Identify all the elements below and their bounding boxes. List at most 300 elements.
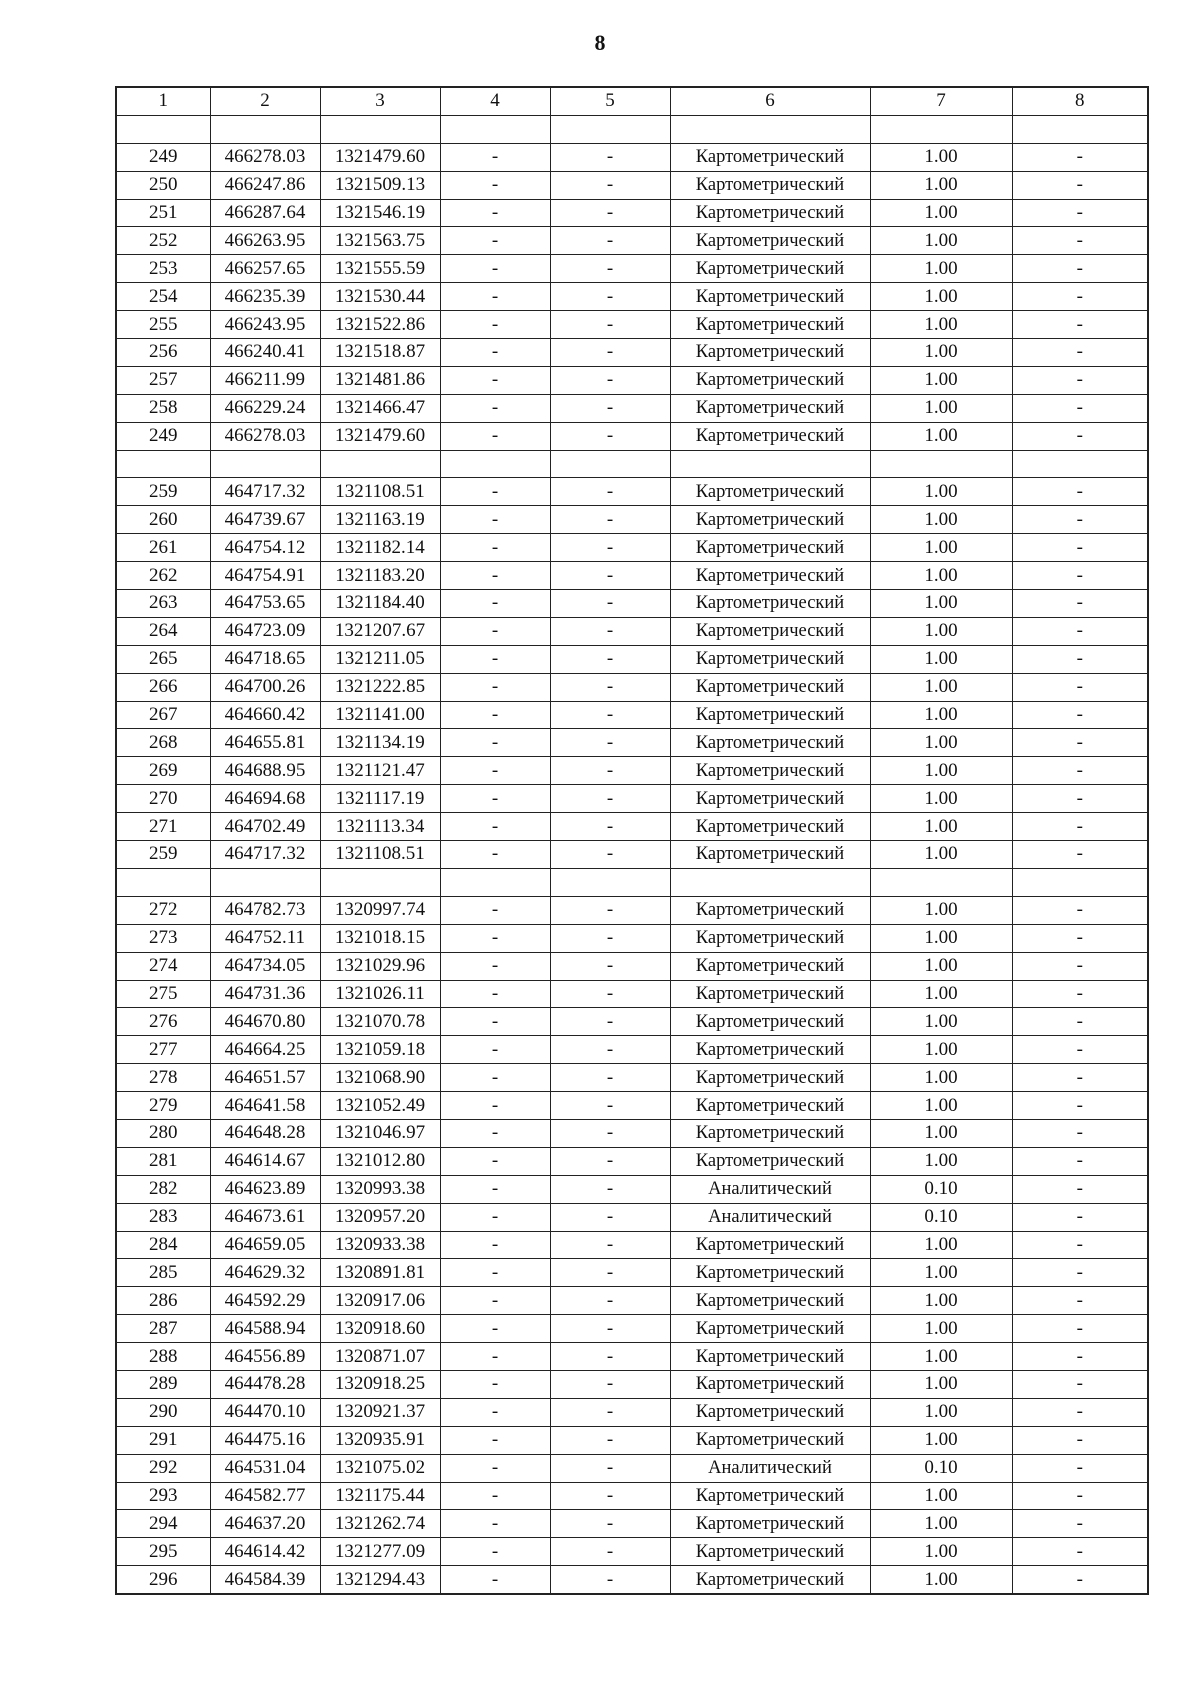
col4-cell: - bbox=[440, 1231, 550, 1259]
col4-cell: - bbox=[440, 1370, 550, 1398]
x-coordinate-cell: 466211.99 bbox=[210, 366, 320, 394]
col4-cell: - bbox=[440, 1092, 550, 1120]
table-row bbox=[116, 1287, 1148, 1315]
accuracy-cell: 1.00 bbox=[870, 1343, 1012, 1371]
col8-cell: - bbox=[1012, 1510, 1148, 1538]
col5-cell: - bbox=[550, 1454, 670, 1482]
y-coordinate-cell: 1321518.87 bbox=[320, 339, 440, 367]
y-coordinate-cell: 1321012.80 bbox=[320, 1147, 440, 1175]
point-number-cell: 287 bbox=[116, 1315, 210, 1343]
point-number-cell bbox=[116, 868, 210, 896]
accuracy-cell: 1.00 bbox=[870, 255, 1012, 283]
col5-cell: - bbox=[550, 1147, 670, 1175]
method-cell: Картометрический bbox=[670, 1538, 870, 1566]
y-coordinate-cell: 1321479.60 bbox=[320, 422, 440, 450]
accuracy-cell: 1.00 bbox=[870, 896, 1012, 924]
col4-cell: - bbox=[440, 645, 550, 673]
col8-cell: - bbox=[1012, 143, 1148, 171]
method-cell: Картометрический bbox=[670, 757, 870, 785]
accuracy-cell: 1.00 bbox=[870, 143, 1012, 171]
method-cell: Картометрический bbox=[670, 896, 870, 924]
col8-cell: - bbox=[1012, 1370, 1148, 1398]
y-coordinate-cell: 1321546.19 bbox=[320, 199, 440, 227]
point-number-cell: 289 bbox=[116, 1370, 210, 1398]
col5-cell: - bbox=[550, 617, 670, 645]
x-coordinate-cell: 464717.32 bbox=[210, 478, 320, 506]
col5-cell: - bbox=[550, 506, 670, 534]
col5-cell: - bbox=[550, 1398, 670, 1426]
accuracy-cell: 1.00 bbox=[870, 1036, 1012, 1064]
col4-cell: - bbox=[440, 1566, 550, 1594]
y-coordinate-cell: 1321026.11 bbox=[320, 980, 440, 1008]
y-coordinate-cell: 1321479.60 bbox=[320, 143, 440, 171]
table-row bbox=[116, 1119, 1148, 1147]
method-cell: Картометрический bbox=[670, 143, 870, 171]
method-cell: Картометрический bbox=[670, 394, 870, 422]
table-row bbox=[116, 199, 1148, 227]
point-number-cell: 272 bbox=[116, 896, 210, 924]
col8-cell bbox=[1012, 115, 1148, 143]
col8-cell: - bbox=[1012, 1119, 1148, 1147]
accuracy-cell: 1.00 bbox=[870, 311, 1012, 339]
method-cell bbox=[670, 868, 870, 896]
separator-row bbox=[116, 115, 1148, 143]
method-cell: Картометрический bbox=[670, 952, 870, 980]
col8-cell: - bbox=[1012, 701, 1148, 729]
y-coordinate-cell: 1320871.07 bbox=[320, 1343, 440, 1371]
col8-cell: - bbox=[1012, 1008, 1148, 1036]
table-row bbox=[116, 1036, 1148, 1064]
col8-cell: - bbox=[1012, 980, 1148, 1008]
header-cell-col-6: 6 bbox=[670, 87, 870, 115]
col4-cell: - bbox=[440, 562, 550, 590]
y-coordinate-cell: 1321563.75 bbox=[320, 227, 440, 255]
col5-cell bbox=[550, 868, 670, 896]
point-number-cell: 292 bbox=[116, 1454, 210, 1482]
x-coordinate-cell: 464694.68 bbox=[210, 785, 320, 813]
y-coordinate-cell: 1321018.15 bbox=[320, 924, 440, 952]
col5-cell: - bbox=[550, 1426, 670, 1454]
col8-cell: - bbox=[1012, 785, 1148, 813]
col5-cell: - bbox=[550, 255, 670, 283]
col8-cell: - bbox=[1012, 199, 1148, 227]
table-row bbox=[116, 1147, 1148, 1175]
point-number-cell: 277 bbox=[116, 1036, 210, 1064]
col5-cell: - bbox=[550, 757, 670, 785]
method-cell: Картометрический bbox=[670, 813, 870, 841]
col5-cell: - bbox=[550, 1092, 670, 1120]
accuracy-cell: 1.00 bbox=[870, 701, 1012, 729]
accuracy-cell: 1.00 bbox=[870, 171, 1012, 199]
point-number-cell: 255 bbox=[116, 311, 210, 339]
point-number-cell: 260 bbox=[116, 506, 210, 534]
x-coordinate-cell: 464782.73 bbox=[210, 896, 320, 924]
col4-cell: - bbox=[440, 1175, 550, 1203]
method-cell: Картометрический bbox=[670, 841, 870, 869]
accuracy-cell: 1.00 bbox=[870, 478, 1012, 506]
method-cell: Аналитический bbox=[670, 1175, 870, 1203]
table-row bbox=[116, 422, 1148, 450]
y-coordinate-cell: 1321222.85 bbox=[320, 673, 440, 701]
col8-cell: - bbox=[1012, 227, 1148, 255]
table-row bbox=[116, 339, 1148, 367]
col8-cell: - bbox=[1012, 422, 1148, 450]
point-number-cell: 278 bbox=[116, 1064, 210, 1092]
x-coordinate-cell: 464739.67 bbox=[210, 506, 320, 534]
point-number-cell: 294 bbox=[116, 1510, 210, 1538]
col4-cell: - bbox=[440, 729, 550, 757]
point-number-cell: 290 bbox=[116, 1398, 210, 1426]
page-number: 8 bbox=[594, 30, 606, 55]
col5-cell: - bbox=[550, 562, 670, 590]
y-coordinate-cell: 1320891.81 bbox=[320, 1259, 440, 1287]
header-cell-col-1: 1 bbox=[116, 87, 210, 115]
point-number-cell: 270 bbox=[116, 785, 210, 813]
y-coordinate-cell: 1321068.90 bbox=[320, 1064, 440, 1092]
col4-cell: - bbox=[440, 673, 550, 701]
point-number-cell: 266 bbox=[116, 673, 210, 701]
x-coordinate-cell: 464470.10 bbox=[210, 1398, 320, 1426]
method-cell: Картометрический bbox=[670, 339, 870, 367]
col8-cell: - bbox=[1012, 729, 1148, 757]
method-cell: Картометрический bbox=[670, 1510, 870, 1538]
col5-cell: - bbox=[550, 283, 670, 311]
col5-cell: - bbox=[550, 1203, 670, 1231]
table-row bbox=[116, 924, 1148, 952]
method-cell: Картометрический bbox=[670, 1231, 870, 1259]
table-row bbox=[116, 673, 1148, 701]
col4-cell: - bbox=[440, 1343, 550, 1371]
table-row bbox=[116, 506, 1148, 534]
x-coordinate-cell: 464648.28 bbox=[210, 1119, 320, 1147]
table-row bbox=[116, 1482, 1148, 1510]
accuracy-cell: 1.00 bbox=[870, 1287, 1012, 1315]
col5-cell: - bbox=[550, 590, 670, 618]
x-coordinate-cell: 464723.09 bbox=[210, 617, 320, 645]
method-cell: Картометрический bbox=[670, 255, 870, 283]
table-row bbox=[116, 478, 1148, 506]
x-coordinate-cell: 464623.89 bbox=[210, 1175, 320, 1203]
col5-cell: - bbox=[550, 1119, 670, 1147]
point-number-cell: 262 bbox=[116, 562, 210, 590]
table-row bbox=[116, 1454, 1148, 1482]
col8-cell: - bbox=[1012, 590, 1148, 618]
col5-cell: - bbox=[550, 645, 670, 673]
col4-cell: - bbox=[440, 227, 550, 255]
col8-cell bbox=[1012, 450, 1148, 478]
table-row bbox=[116, 1259, 1148, 1287]
col8-cell: - bbox=[1012, 1426, 1148, 1454]
col4-cell: - bbox=[440, 1454, 550, 1482]
col4-cell: - bbox=[440, 143, 550, 171]
col8-cell: - bbox=[1012, 534, 1148, 562]
method-cell: Картометрический bbox=[670, 506, 870, 534]
x-coordinate-cell: 464582.77 bbox=[210, 1482, 320, 1510]
method-cell: Картометрический bbox=[670, 171, 870, 199]
y-coordinate-cell: 1321121.47 bbox=[320, 757, 440, 785]
method-cell: Картометрический bbox=[670, 785, 870, 813]
col4-cell: - bbox=[440, 841, 550, 869]
y-coordinate-cell: 1321108.51 bbox=[320, 841, 440, 869]
method-cell: Картометрический bbox=[670, 422, 870, 450]
table-row bbox=[116, 1231, 1148, 1259]
y-coordinate-cell bbox=[320, 868, 440, 896]
coordinates-table bbox=[115, 86, 1149, 1595]
col8-cell: - bbox=[1012, 1398, 1148, 1426]
accuracy-cell: 1.00 bbox=[870, 590, 1012, 618]
col4-cell: - bbox=[440, 1315, 550, 1343]
col4-cell: - bbox=[440, 394, 550, 422]
method-cell: Картометрический bbox=[670, 1287, 870, 1315]
y-coordinate-cell: 1321163.19 bbox=[320, 506, 440, 534]
col4-cell: - bbox=[440, 478, 550, 506]
y-coordinate-cell: 1321509.13 bbox=[320, 171, 440, 199]
x-coordinate-cell: 466247.86 bbox=[210, 171, 320, 199]
point-number-cell: 291 bbox=[116, 1426, 210, 1454]
y-coordinate-cell: 1321175.44 bbox=[320, 1482, 440, 1510]
x-coordinate-cell bbox=[210, 450, 320, 478]
col5-cell: - bbox=[550, 1175, 670, 1203]
col5-cell: - bbox=[550, 701, 670, 729]
col8-cell: - bbox=[1012, 1203, 1148, 1231]
y-coordinate-cell: 1321046.97 bbox=[320, 1119, 440, 1147]
col8-cell: - bbox=[1012, 1482, 1148, 1510]
point-number-cell: 282 bbox=[116, 1175, 210, 1203]
col5-cell: - bbox=[550, 478, 670, 506]
col5-cell: - bbox=[550, 1231, 670, 1259]
col5-cell: - bbox=[550, 813, 670, 841]
method-cell bbox=[670, 450, 870, 478]
y-coordinate-cell: 1321182.14 bbox=[320, 534, 440, 562]
table-row bbox=[116, 534, 1148, 562]
method-cell: Картометрический bbox=[670, 1064, 870, 1092]
table-row bbox=[116, 1092, 1148, 1120]
method-cell: Аналитический bbox=[670, 1454, 870, 1482]
accuracy-cell: 1.00 bbox=[870, 617, 1012, 645]
point-number-cell: 265 bbox=[116, 645, 210, 673]
y-coordinate-cell: 1321481.86 bbox=[320, 366, 440, 394]
method-cell: Картометрический bbox=[670, 673, 870, 701]
point-number-cell: 295 bbox=[116, 1538, 210, 1566]
accuracy-cell: 1.00 bbox=[870, 645, 1012, 673]
col5-cell: - bbox=[550, 311, 670, 339]
table-row bbox=[116, 729, 1148, 757]
y-coordinate-cell: 1320933.38 bbox=[320, 1231, 440, 1259]
accuracy-cell: 1.00 bbox=[870, 1231, 1012, 1259]
method-cell: Картометрический bbox=[670, 1426, 870, 1454]
table-row bbox=[116, 311, 1148, 339]
col5-cell: - bbox=[550, 227, 670, 255]
accuracy-cell bbox=[870, 450, 1012, 478]
y-coordinate-cell: 1321070.78 bbox=[320, 1008, 440, 1036]
accuracy-cell: 1.00 bbox=[870, 562, 1012, 590]
col4-cell bbox=[440, 868, 550, 896]
method-cell: Картометрический bbox=[670, 311, 870, 339]
table-row bbox=[116, 1315, 1148, 1343]
col8-cell: - bbox=[1012, 1287, 1148, 1315]
x-coordinate-cell: 466240.41 bbox=[210, 339, 320, 367]
point-number-cell: 288 bbox=[116, 1343, 210, 1371]
y-coordinate-cell: 1321207.67 bbox=[320, 617, 440, 645]
x-coordinate-cell: 464588.94 bbox=[210, 1315, 320, 1343]
table-header bbox=[116, 87, 1148, 115]
col4-cell: - bbox=[440, 1008, 550, 1036]
col8-cell: - bbox=[1012, 1147, 1148, 1175]
point-number-cell: 261 bbox=[116, 534, 210, 562]
col8-cell: - bbox=[1012, 617, 1148, 645]
point-number-cell: 274 bbox=[116, 952, 210, 980]
col4-cell: - bbox=[440, 980, 550, 1008]
x-coordinate-cell: 464660.42 bbox=[210, 701, 320, 729]
col4-cell: - bbox=[440, 534, 550, 562]
method-cell: Картометрический bbox=[670, 366, 870, 394]
method-cell: Картометрический bbox=[670, 980, 870, 1008]
y-coordinate-cell: 1321262.74 bbox=[320, 1510, 440, 1538]
x-coordinate-cell: 464641.58 bbox=[210, 1092, 320, 1120]
col5-cell: - bbox=[550, 1566, 670, 1594]
col5-cell: - bbox=[550, 1538, 670, 1566]
method-cell: Картометрический bbox=[670, 1482, 870, 1510]
y-coordinate-cell: 1321108.51 bbox=[320, 478, 440, 506]
accuracy-cell: 1.00 bbox=[870, 1315, 1012, 1343]
point-number-cell: 251 bbox=[116, 199, 210, 227]
accuracy-cell: 1.00 bbox=[870, 199, 1012, 227]
point-number-cell: 293 bbox=[116, 1482, 210, 1510]
point-number-cell: 253 bbox=[116, 255, 210, 283]
y-coordinate-cell: 1321184.40 bbox=[320, 590, 440, 618]
table-row bbox=[116, 1370, 1148, 1398]
method-cell: Картометрический bbox=[670, 1008, 870, 1036]
table-row bbox=[116, 171, 1148, 199]
col4-cell: - bbox=[440, 617, 550, 645]
x-coordinate-cell: 466278.03 bbox=[210, 422, 320, 450]
point-number-cell: 284 bbox=[116, 1231, 210, 1259]
point-number-cell: 268 bbox=[116, 729, 210, 757]
accuracy-cell: 1.00 bbox=[870, 1064, 1012, 1092]
point-number-cell: 285 bbox=[116, 1259, 210, 1287]
col5-cell: - bbox=[550, 980, 670, 1008]
col8-cell: - bbox=[1012, 1343, 1148, 1371]
y-coordinate-cell: 1321294.43 bbox=[320, 1566, 440, 1594]
col4-cell: - bbox=[440, 813, 550, 841]
x-coordinate-cell: 464731.36 bbox=[210, 980, 320, 1008]
method-cell: Картометрический bbox=[670, 1370, 870, 1398]
col8-cell: - bbox=[1012, 1454, 1148, 1482]
col4-cell: - bbox=[440, 701, 550, 729]
table-row bbox=[116, 590, 1148, 618]
accuracy-cell: 1.00 bbox=[870, 1538, 1012, 1566]
col8-cell bbox=[1012, 868, 1148, 896]
col5-cell: - bbox=[550, 729, 670, 757]
x-coordinate-cell: 464614.67 bbox=[210, 1147, 320, 1175]
accuracy-cell: 1.00 bbox=[870, 1119, 1012, 1147]
header-cell-col-8: 8 bbox=[1012, 87, 1148, 115]
method-cell: Картометрический bbox=[670, 1092, 870, 1120]
x-coordinate-cell: 466263.95 bbox=[210, 227, 320, 255]
point-number-cell: 286 bbox=[116, 1287, 210, 1315]
table-row bbox=[116, 1538, 1148, 1566]
x-coordinate-cell: 464718.65 bbox=[210, 645, 320, 673]
x-coordinate-cell: 464629.32 bbox=[210, 1259, 320, 1287]
col4-cell: - bbox=[440, 422, 550, 450]
point-number-cell: 296 bbox=[116, 1566, 210, 1594]
table-row bbox=[116, 1064, 1148, 1092]
accuracy-cell: 1.00 bbox=[870, 952, 1012, 980]
method-cell: Картометрический bbox=[670, 1147, 870, 1175]
table-row bbox=[116, 227, 1148, 255]
method-cell: Картометрический bbox=[670, 1259, 870, 1287]
point-number-cell: 264 bbox=[116, 617, 210, 645]
method-cell: Картометрический bbox=[670, 478, 870, 506]
accuracy-cell: 1.00 bbox=[870, 1482, 1012, 1510]
x-coordinate-cell: 464717.32 bbox=[210, 841, 320, 869]
col5-cell: - bbox=[550, 1315, 670, 1343]
col5-cell: - bbox=[550, 1287, 670, 1315]
col4-cell: - bbox=[440, 506, 550, 534]
x-coordinate-cell: 464592.29 bbox=[210, 1287, 320, 1315]
header-cell-col-2: 2 bbox=[210, 87, 320, 115]
col4-cell bbox=[440, 115, 550, 143]
col5-cell bbox=[550, 115, 670, 143]
x-coordinate-cell: 466278.03 bbox=[210, 143, 320, 171]
table-row bbox=[116, 1175, 1148, 1203]
col8-cell: - bbox=[1012, 1259, 1148, 1287]
col4-cell: - bbox=[440, 1119, 550, 1147]
table-row bbox=[116, 1343, 1148, 1371]
header-cell-col-4: 4 bbox=[440, 87, 550, 115]
accuracy-cell: 1.00 bbox=[870, 1426, 1012, 1454]
x-coordinate-cell: 466257.65 bbox=[210, 255, 320, 283]
col8-cell: - bbox=[1012, 645, 1148, 673]
point-number-cell: 279 bbox=[116, 1092, 210, 1120]
col8-cell: - bbox=[1012, 311, 1148, 339]
method-cell: Картометрический bbox=[670, 590, 870, 618]
col5-cell: - bbox=[550, 366, 670, 394]
col5-cell: - bbox=[550, 1370, 670, 1398]
method-cell: Картометрический bbox=[670, 617, 870, 645]
accuracy-cell: 1.00 bbox=[870, 1398, 1012, 1426]
col5-cell: - bbox=[550, 422, 670, 450]
x-coordinate-cell bbox=[210, 868, 320, 896]
accuracy-cell: 1.00 bbox=[870, 1008, 1012, 1036]
x-coordinate-cell: 466287.64 bbox=[210, 199, 320, 227]
method-cell: Картометрический bbox=[670, 701, 870, 729]
col4-cell: - bbox=[440, 952, 550, 980]
table-row bbox=[116, 394, 1148, 422]
col8-cell: - bbox=[1012, 1566, 1148, 1594]
col4-cell: - bbox=[440, 255, 550, 283]
y-coordinate-cell: 1321075.02 bbox=[320, 1454, 440, 1482]
x-coordinate-cell: 466229.24 bbox=[210, 394, 320, 422]
col5-cell: - bbox=[550, 896, 670, 924]
table-row bbox=[116, 1203, 1148, 1231]
x-coordinate-cell: 466235.39 bbox=[210, 283, 320, 311]
point-number-cell bbox=[116, 450, 210, 478]
y-coordinate-cell: 1320917.06 bbox=[320, 1287, 440, 1315]
point-number-cell: 249 bbox=[116, 422, 210, 450]
y-coordinate-cell: 1321134.19 bbox=[320, 729, 440, 757]
col8-cell: - bbox=[1012, 924, 1148, 952]
col8-cell: - bbox=[1012, 339, 1148, 367]
method-cell: Картометрический bbox=[670, 1398, 870, 1426]
y-coordinate-cell: 1321530.44 bbox=[320, 283, 440, 311]
col4-cell: - bbox=[440, 1036, 550, 1064]
accuracy-cell: 1.00 bbox=[870, 1147, 1012, 1175]
table-row bbox=[116, 701, 1148, 729]
col4-cell: - bbox=[440, 1287, 550, 1315]
x-coordinate-cell: 464753.65 bbox=[210, 590, 320, 618]
col4-cell: - bbox=[440, 1510, 550, 1538]
